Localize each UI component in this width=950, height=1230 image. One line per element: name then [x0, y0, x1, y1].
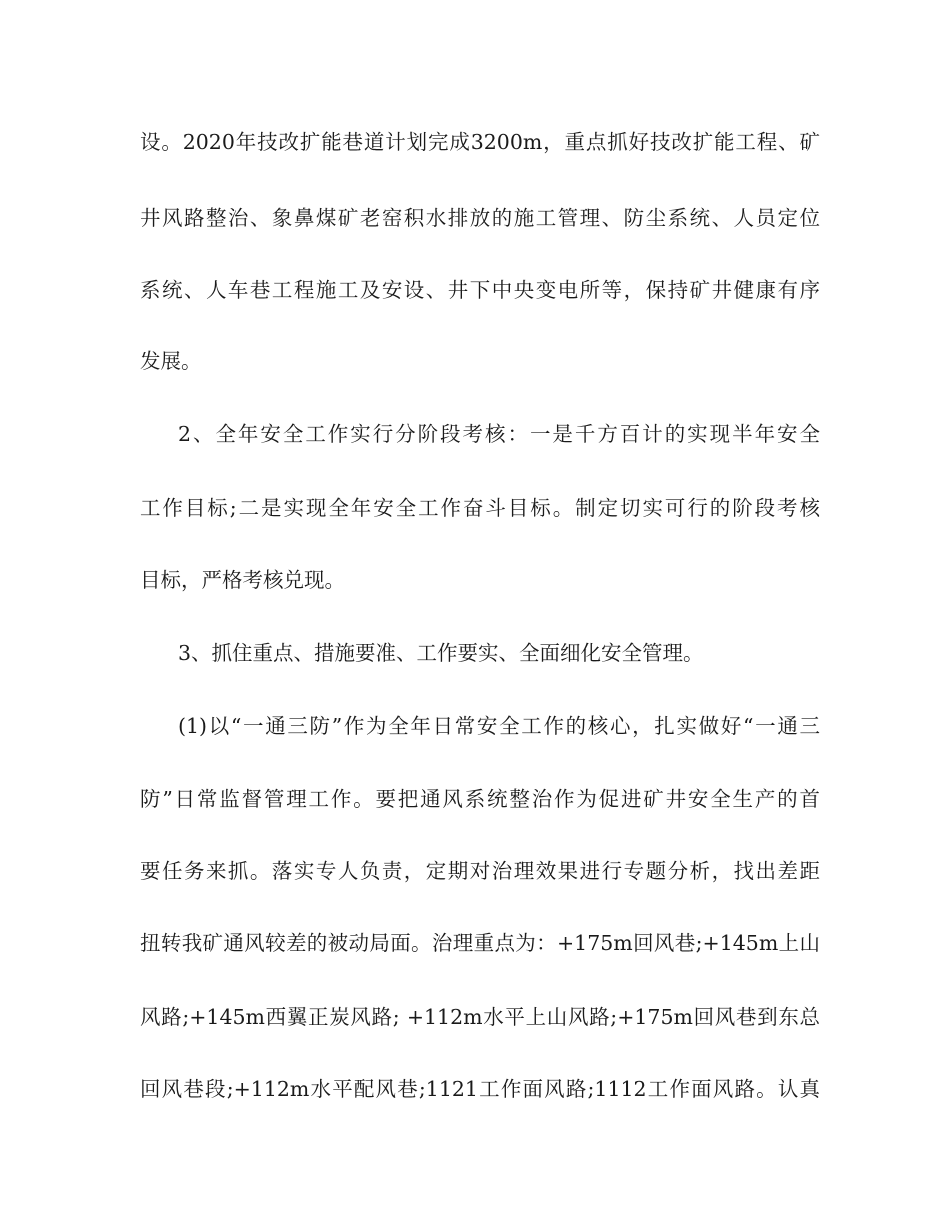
text-line-7: 目标，严格考核兑现。 — [140, 568, 345, 592]
text-line-11: 要任务来抓。落实专人负责，定期对治理效果进行专题分析，找出差距 — [140, 859, 820, 883]
text-line-13: 风路;+145m西翼正炭风路; +112m水平上山风路;+175m回风巷到东总 — [140, 1005, 820, 1029]
text-line-14: 回风巷段;+112m水平配风巷;1121工作面风路;1112工作面风路。认真 — [140, 1077, 820, 1101]
text-line-2: 井风路整治、象鼻煤矿老窑积水排放的施工管理、防尘系统、人员定位 — [140, 206, 820, 230]
text-line-12: 扭转我矿通风较差的被动局面。治理重点为：+175m回风巷;+145m上山 — [140, 931, 820, 955]
text-line-9: (1)以“一通三防”作为全年日常安全工作的核心，扎实做好“一通三 — [178, 714, 820, 738]
text-line-4: 发展。 — [140, 349, 202, 373]
text-line-10: 防”日常监督管理工作。要把通风系统整治作为促进矿井安全生产的首 — [140, 787, 820, 811]
text-line-3: 系统、人车巷工程施工及安设、井下中央变电所等，保持矿井健康有序 — [140, 278, 820, 302]
text-line-1: 设。2020年技改扩能巷道计划完成3200m，重点抓好技改扩能工程、矿 — [140, 130, 820, 154]
text-line-8: 3、抓住重点、措施要准、工作要实、全面细化安全管理。 — [178, 641, 704, 665]
text-line-5: 2、全年安全工作实行分阶段考核：一是千方百计的实现半年安全 — [178, 422, 820, 446]
text-line-6: 工作目标;二是实现全年安全工作奋斗目标。制定切实可行的阶段考核 — [140, 496, 820, 520]
